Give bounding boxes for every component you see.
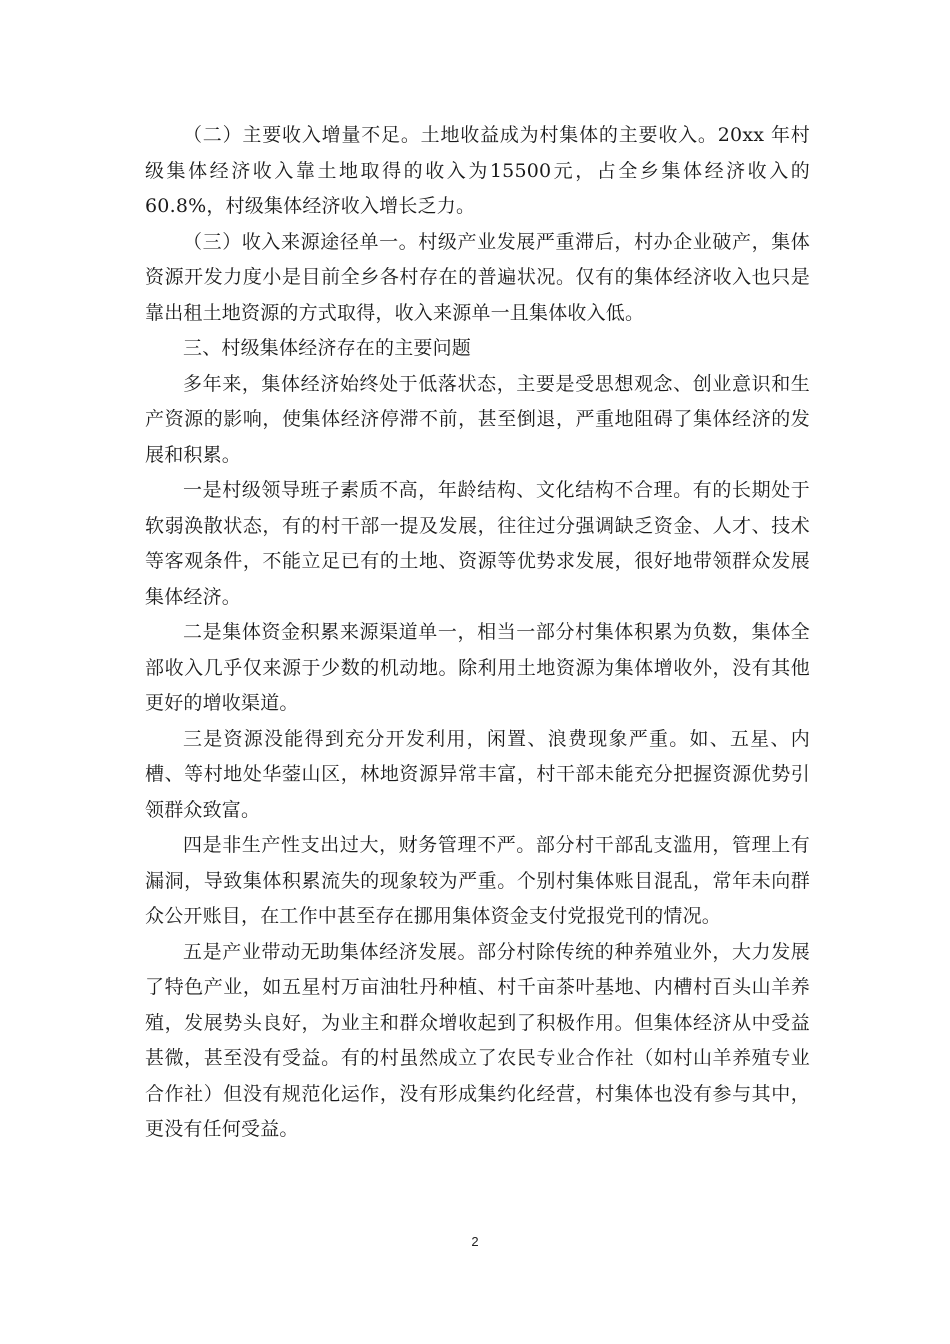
page-number: 2 (471, 1234, 479, 1249)
paragraph-problem-two: 二是集体资金积累来源渠道单一，相当一部分村集体积累为负数，集体全部收入几乎仅来源于少数的机动地。除利用土地资源为集体增收外，没有其他更好的增收渠道。 (145, 621, 810, 714)
paragraph-income-increment: （二）主要收入增量不足。土地收益成为村集体的主要收入。20xx 年村级集体经济收入靠土地取得的收入为15500元，占全乡集体经济收入的60.8%，村级集体经济收入增长乏力。 (145, 124, 810, 217)
paragraph-income-source: （三）收入来源途径单一。村级产业发展严重滞后，村办企业破产，集体资源开发力度小是目前全乡各村存在的普遍状况。仅有的集体经济收入也只是靠出租土地资源的方式取得，收入来源单一且集体收入低。 (145, 230, 810, 324)
document-body (145, 118, 810, 1148)
paragraph-problem-five: 五是产业带动无助集体经济发展。部分村除传统的种养殖业外，大力发展了特色产业，如五星村万亩油牡丹种植、村千亩茶叶基地、内槽村百头山羊养殖，发展势头良好，为业主和群众增收起到了积极作用。但集体经济从中受益甚微，甚至没有受益。有的村虽然成立了农民专业合作社（如村山羊养殖专业合作社）但没有规范化运作，没有形成集约化经营，村集体也没有参与其中，更没有任何受益。 (145, 940, 810, 1140)
paragraph-problem-four: 四是非生产性支出过大，财务管理不严。部分村干部乱支滥用，管理上有漏洞，导致集体积累流失的现象较为严重。个别村集体账目混乱，常年未向群众公开账目，在工作中甚至存在挪用集体资金支付党报党刊的情况。 (145, 834, 810, 927)
section-heading-main-problems: 三、村级集体经济存在的主要问题 (183, 337, 472, 359)
paragraph-overview: 多年来，集体经济始终处于低落状态，主要是受思想观念、创业意识和生产资源的影响，使集体经济停滞不前，甚至倒退，严重地阻碍了集体经济的发展和积累。 (145, 372, 810, 466)
paragraph-problem-three: 三是资源没能得到充分开发利用，闲置、浪费现象严重。如、五星、内槽、等村地处华蓥山区，林地资源异常丰富，村干部未能充分把握资源优势引领群众致富。 (145, 727, 810, 821)
paragraph-problem-one: 一是村级领导班子素质不高，年龄结构、文化结构不合理。有的长期处于软弱涣散状态，有的村干部一提及发展，往往过分强调缺乏资金、人才、技术等客观条件，不能立足已有的土地、资源等优势求发展，很好地带领群众发展集体经济。 (145, 479, 810, 608)
